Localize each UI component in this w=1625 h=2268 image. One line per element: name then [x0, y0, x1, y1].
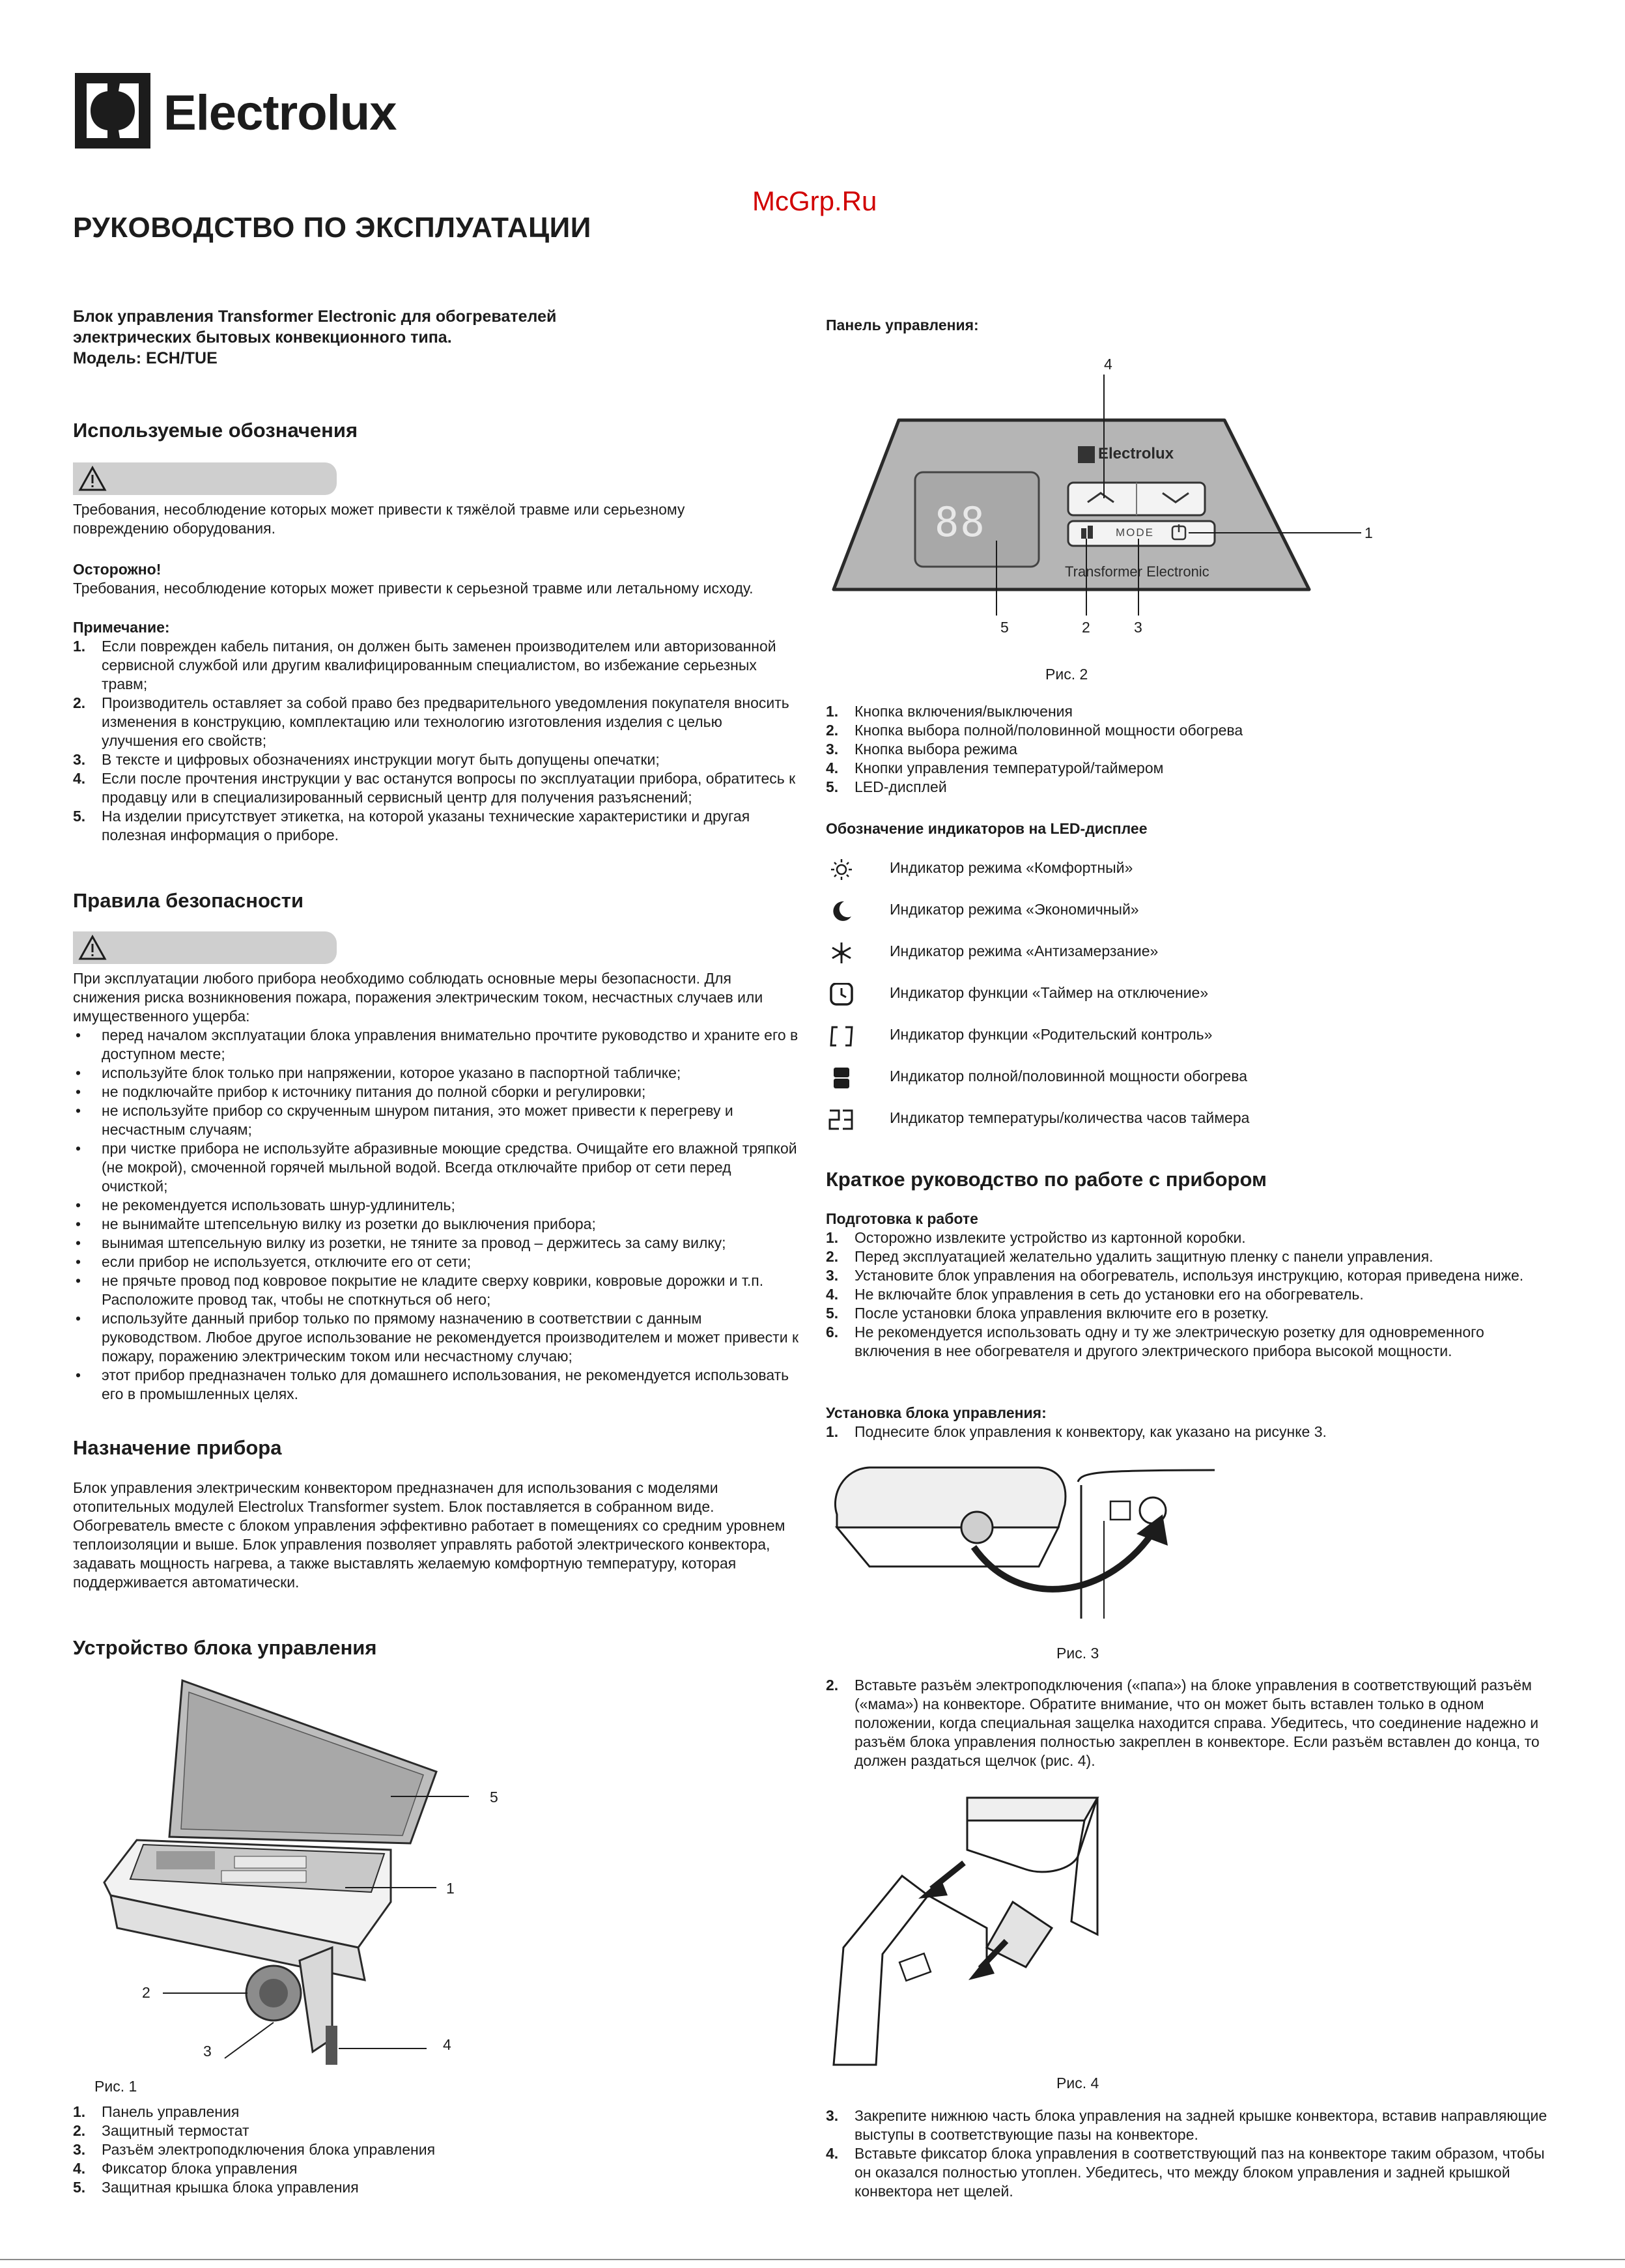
list-item: 5. После установки блока управления включите его в розетку. — [826, 1305, 1269, 1322]
panel-mode-label: MODE — [1116, 526, 1154, 539]
list-item: 4. Вставьте фиксатор блока управления в соответствующий паз на конвекторе таким образом, чтобы он оказался полностью утоплен. Убедитесь, что между блоком управления и задней крышкой конвектора нет щелей. — [826, 2145, 1545, 2200]
fig1-callout-5: 5 — [490, 1789, 498, 1806]
panel-display-digits: 88 — [935, 498, 986, 546]
page-title: РУКОВОДСТВО ПО ЭКСПЛУАТАЦИИ — [73, 212, 591, 244]
electrolux-logo-icon — [75, 73, 150, 149]
panel-callout-1: 1 — [1364, 524, 1373, 541]
list-item: 3. Кнопка выбора режима — [826, 741, 1017, 758]
list-item: 1. Если поврежден кабель питания, он должен быть заменен производителем или авторизованной сервисной службой или другим квалифицированным специалистом, во избежание серьезных травм; — [73, 638, 776, 692]
list-item: • перед началом эксплуатации блока управления внимательно прочтите руководство и храните его в доступном месте; — [73, 1026, 799, 1064]
indicator-label: Индикатор функции «Родительский контроль» — [890, 1026, 1213, 1043]
panel-brand-label: Electrolux — [1098, 445, 1174, 462]
list-item: • используйте данный прибор только по прямому назначению в соответствии с данным руководством. Любое другое использование не рекомендуется производителем и может привести к пожару, поражению электрическим током или несчастному случаю; — [73, 1309, 799, 1366]
list-item: • не рекомендуется использовать шнур-удлинитель; — [73, 1196, 799, 1215]
intro-line-1: Блок управления Transformer Electronic для обогревателей — [73, 307, 557, 326]
list-item: 5. На изделии присутствует этикетка, на которой указаны технические характеристики и другая полезная информация о приборе. — [73, 808, 750, 843]
intro-line-2: электрических бытовых конвекционного типа. — [73, 328, 452, 347]
warning-triangle-icon — [78, 935, 107, 961]
list-item: • этот прибор предназначен только для домашнего использования, не рекомендуется использовать его в промышленных целях. — [73, 1366, 799, 1404]
caution-title: Осторожно! — [73, 561, 162, 578]
figure-4-caption: Рис. 4 — [1056, 2075, 1099, 2091]
list-item: 2. Кнопка выбора полной/половинной мощности обогрева — [826, 722, 1243, 739]
safety-warning-bar — [73, 931, 337, 964]
symbols-heading: Используемые обозначения — [73, 419, 358, 442]
panel-items-list — [826, 702, 1549, 797]
indicator-row-antifreeze — [827, 939, 1478, 967]
list-item: • не подключайте прибор к источнику питания до полной сборки и регулировки; — [73, 1083, 799, 1101]
indicator-row-comfort — [827, 855, 1478, 884]
figure-1-caption: Рис. 1 — [94, 2078, 137, 2095]
panel-drawing — [827, 368, 1400, 642]
panel-callout-5: 5 — [1000, 619, 1009, 636]
list-item: • не вынимайте штепсельную вилку из розетки до выключения прибора; — [73, 1215, 799, 1234]
device-heading: Устройство блока управления — [73, 1636, 377, 1659]
notes-list — [73, 637, 799, 845]
prep-list — [826, 1228, 1552, 1361]
list-item: 1. Кнопка включения/выключения — [826, 703, 1073, 720]
power-level-icon — [827, 1066, 856, 1090]
list-item: 3. Закрепите нижнюю часть блока управления на задней крышке конвектора, вставив направляющие выступы в соответствующие пазы на конвекторе. — [826, 2107, 1547, 2143]
list-item: 4. Фиксатор блока управления — [73, 2160, 298, 2177]
quick-guide-heading: Краткое руководство по работе с прибором — [826, 1168, 1267, 1191]
fig1-callout-3: 3 — [203, 2043, 212, 2060]
brand-logo — [75, 73, 440, 151]
fig1-callout-2: 2 — [142, 1984, 150, 2001]
list-item: • не используйте прибор со скрученным шнуром питания, это может привести к перегреву и несчастным случаям; — [73, 1101, 799, 1139]
warning-triangle-icon — [78, 466, 107, 492]
panel-callout-3: 3 — [1134, 619, 1142, 636]
figure-2-caption: Рис. 2 — [1045, 666, 1088, 683]
figure-2-control-panel — [827, 356, 1400, 642]
note-title: Примечание: — [73, 619, 170, 636]
list-item: 2. Защитный термостат — [73, 2122, 249, 2139]
figure-3-mounting — [824, 1456, 1221, 1619]
device-parts-list — [73, 2103, 789, 2197]
indicator-label: Индикатор функции «Таймер на отключение» — [890, 984, 1209, 1001]
indicator-label: Индикатор режима «Экономичный» — [890, 901, 1139, 918]
safety-heading: Правила безопасности — [73, 889, 304, 912]
fig1-callout-4: 4 — [443, 2036, 451, 2053]
list-item: 1. Панель управления — [73, 2103, 240, 2120]
sun-icon — [827, 858, 856, 881]
list-item: 2. Вставьте разъём электроподключения («папа») на блоке управления в соответствующий разъём («мама») на конвекторе. Обратите внимание, что он может быть вставлен только в одном положении, когда специальная защелка находится справа. Убедитесь, что соединение надежно и разъём блока управления полностью закреплен в конвекторе. Если разъём вставлен до конца, то должен раздаться щелчок (рис. 4). — [826, 1677, 1540, 1769]
list-item: 5. Защитная крышка блока управления — [73, 2179, 359, 2196]
install-steps-3-4 — [826, 2106, 1547, 2201]
intro-block — [73, 306, 556, 369]
indicator-row-parental — [827, 1022, 1478, 1051]
safety-list — [73, 1026, 799, 1404]
figure-3-caption: Рис. 3 — [1056, 1645, 1099, 1662]
install-title: Установка блока управления: — [826, 1404, 1047, 1421]
list-item: 3. Разъём электроподключения блока управления — [73, 2141, 436, 2158]
install-step-1 — [826, 1423, 1552, 1441]
warning-text-line-1: Требования, несоблюдение которых может привести к тяжёлой травме или серьезному — [73, 501, 685, 518]
list-item: • используйте блок только при напряжении, которое указано в паспортной табличке; — [73, 1064, 799, 1083]
purpose-text: Блок управления электрическим конвектором предназначен для использования с моделями отопительных модулей Electrolux Transformer system. Блок поставляется в собранном виде. Обогреватель вместе с блоком управления эффективно работает в помещениях со средним уровнем теплоизоляции и выше. Блок управления позволяет управлять работой электрического конвектора, задавать мощность нагрева, а также выставлять желаемую комфортную температуру, которая поддерживается автоматически. — [73, 1479, 785, 1591]
indicator-label: Индикатор режима «Антизамерзание» — [890, 943, 1159, 959]
list-item: 1. Осторожно извлеките устройство из картонной коробки. — [826, 1229, 1246, 1246]
footer-divider — [0, 2259, 1625, 2260]
clock-icon — [827, 983, 856, 1006]
list-item: 2. Производитель оставляет за собой право без предварительного уведомления покупателя вносить изменения в конструкцию, комплектацию или технологию изготовления изделия с целью улучшения его свойств; — [73, 694, 789, 749]
indicator-label: Индикатор температуры/количества часов таймера — [890, 1109, 1250, 1126]
list-item: 1. Поднесите блок управления к конвектору, как указано на рисунке 3. — [826, 1423, 1327, 1440]
caution-text: Требования, несоблюдение которых может привести к серьезной травме или летальному исходу. — [73, 580, 754, 597]
warning-bar — [73, 462, 337, 495]
bracket-icon — [827, 1025, 856, 1048]
snowflake-icon — [827, 941, 856, 965]
fig1-callout-1: 1 — [446, 1880, 455, 1897]
warning-text — [73, 500, 789, 538]
prep-title: Подготовка к работе — [826, 1210, 978, 1227]
list-item: • при чистке прибора не используйте абразивные моющие средства. Очищайте его влажной тряпкой (не мокрой), смоченной горячей мыльной водой. Всегда отключайте прибор от сети перед очисткой; — [73, 1139, 799, 1196]
panel-heading: Панель управления: — [826, 317, 979, 333]
watermark: McGrp.Ru — [752, 186, 877, 216]
indicator-row-digits — [827, 1105, 1478, 1134]
list-item: 2. Перед эксплуатацией желательно удалить защитную пленку с панели управления. — [826, 1248, 1434, 1265]
indicator-row-timer — [827, 980, 1478, 1009]
indicators-heading: Обозначение индикаторов на LED-дисплее — [826, 820, 1148, 837]
indicator-row-eco — [827, 897, 1478, 926]
list-item: 3. Установите блок управления на обогреватель, используя инструкцию, которая приведена ниже. — [826, 1267, 1524, 1284]
install-step-2 — [826, 1676, 1547, 1770]
figure-4-connector — [824, 1791, 1137, 2071]
list-item: 5. LED-дисплей — [826, 778, 947, 795]
panel-product-label: Transformer Electronic — [1065, 563, 1209, 580]
list-item: • если прибор не используется, отключите его от сети; — [73, 1253, 799, 1271]
list-item: • вынимая штепсельную вилку из розетки, не тяните за провод – держитесь за саму вилку; — [73, 1234, 799, 1253]
moon-icon — [827, 900, 856, 923]
list-item: • не прячьте провод под ковровое покрытие не кладите сверху коврики, ковровые дорожки и т.п. Расположите провод так, чтобы не споткнуться об него; — [73, 1271, 799, 1309]
safety-intro: При эксплуатации любого прибора необходимо соблюдать основные меры безопасности. Для снижения риска возникновения пожара, поражения электрическим током, несчастных случаев или имущественного ущерба: — [73, 970, 763, 1025]
digits-icon — [827, 1108, 856, 1131]
panel-callout-2: 2 — [1082, 619, 1090, 636]
list-item: 4. Не включайте блок управления в сеть до установки его на обогреватель. — [826, 1286, 1364, 1303]
purpose-heading: Назначение прибора — [73, 1436, 282, 1459]
list-item: 4. Если после прочтения инструкции у вас останутся вопросы по эксплуатации прибора, обратитесь к продавцу или в специализированный сервисный центр для получения разъяснений; — [73, 770, 796, 806]
figure-1-control-unit — [85, 1674, 528, 2078]
list-item: 4. Кнопки управления температурой/таймером — [826, 759, 1164, 776]
brand-name: Electrolux — [163, 85, 397, 141]
intro-line-3: Модель: ECH/TUE — [73, 349, 218, 367]
list-item: 3. В тексте и цифровых обозначениях инструкции могут быть допущены опечатки; — [73, 751, 660, 768]
warning-text-line-2: повреждению оборудования. — [73, 520, 276, 537]
indicator-label: Индикатор полной/половинной мощности обогрева — [890, 1068, 1247, 1084]
indicator-row-power — [827, 1064, 1478, 1092]
panel-callout-4: 4 — [1104, 356, 1112, 373]
indicator-label: Индикатор режима «Комфортный» — [890, 859, 1133, 876]
list-item: 6. Не рекомендуется использовать одну и ту же электрическую розетку для одновременного включения в нее обогревателя и другого электрического прибора высокой мощности. — [826, 1324, 1484, 1359]
